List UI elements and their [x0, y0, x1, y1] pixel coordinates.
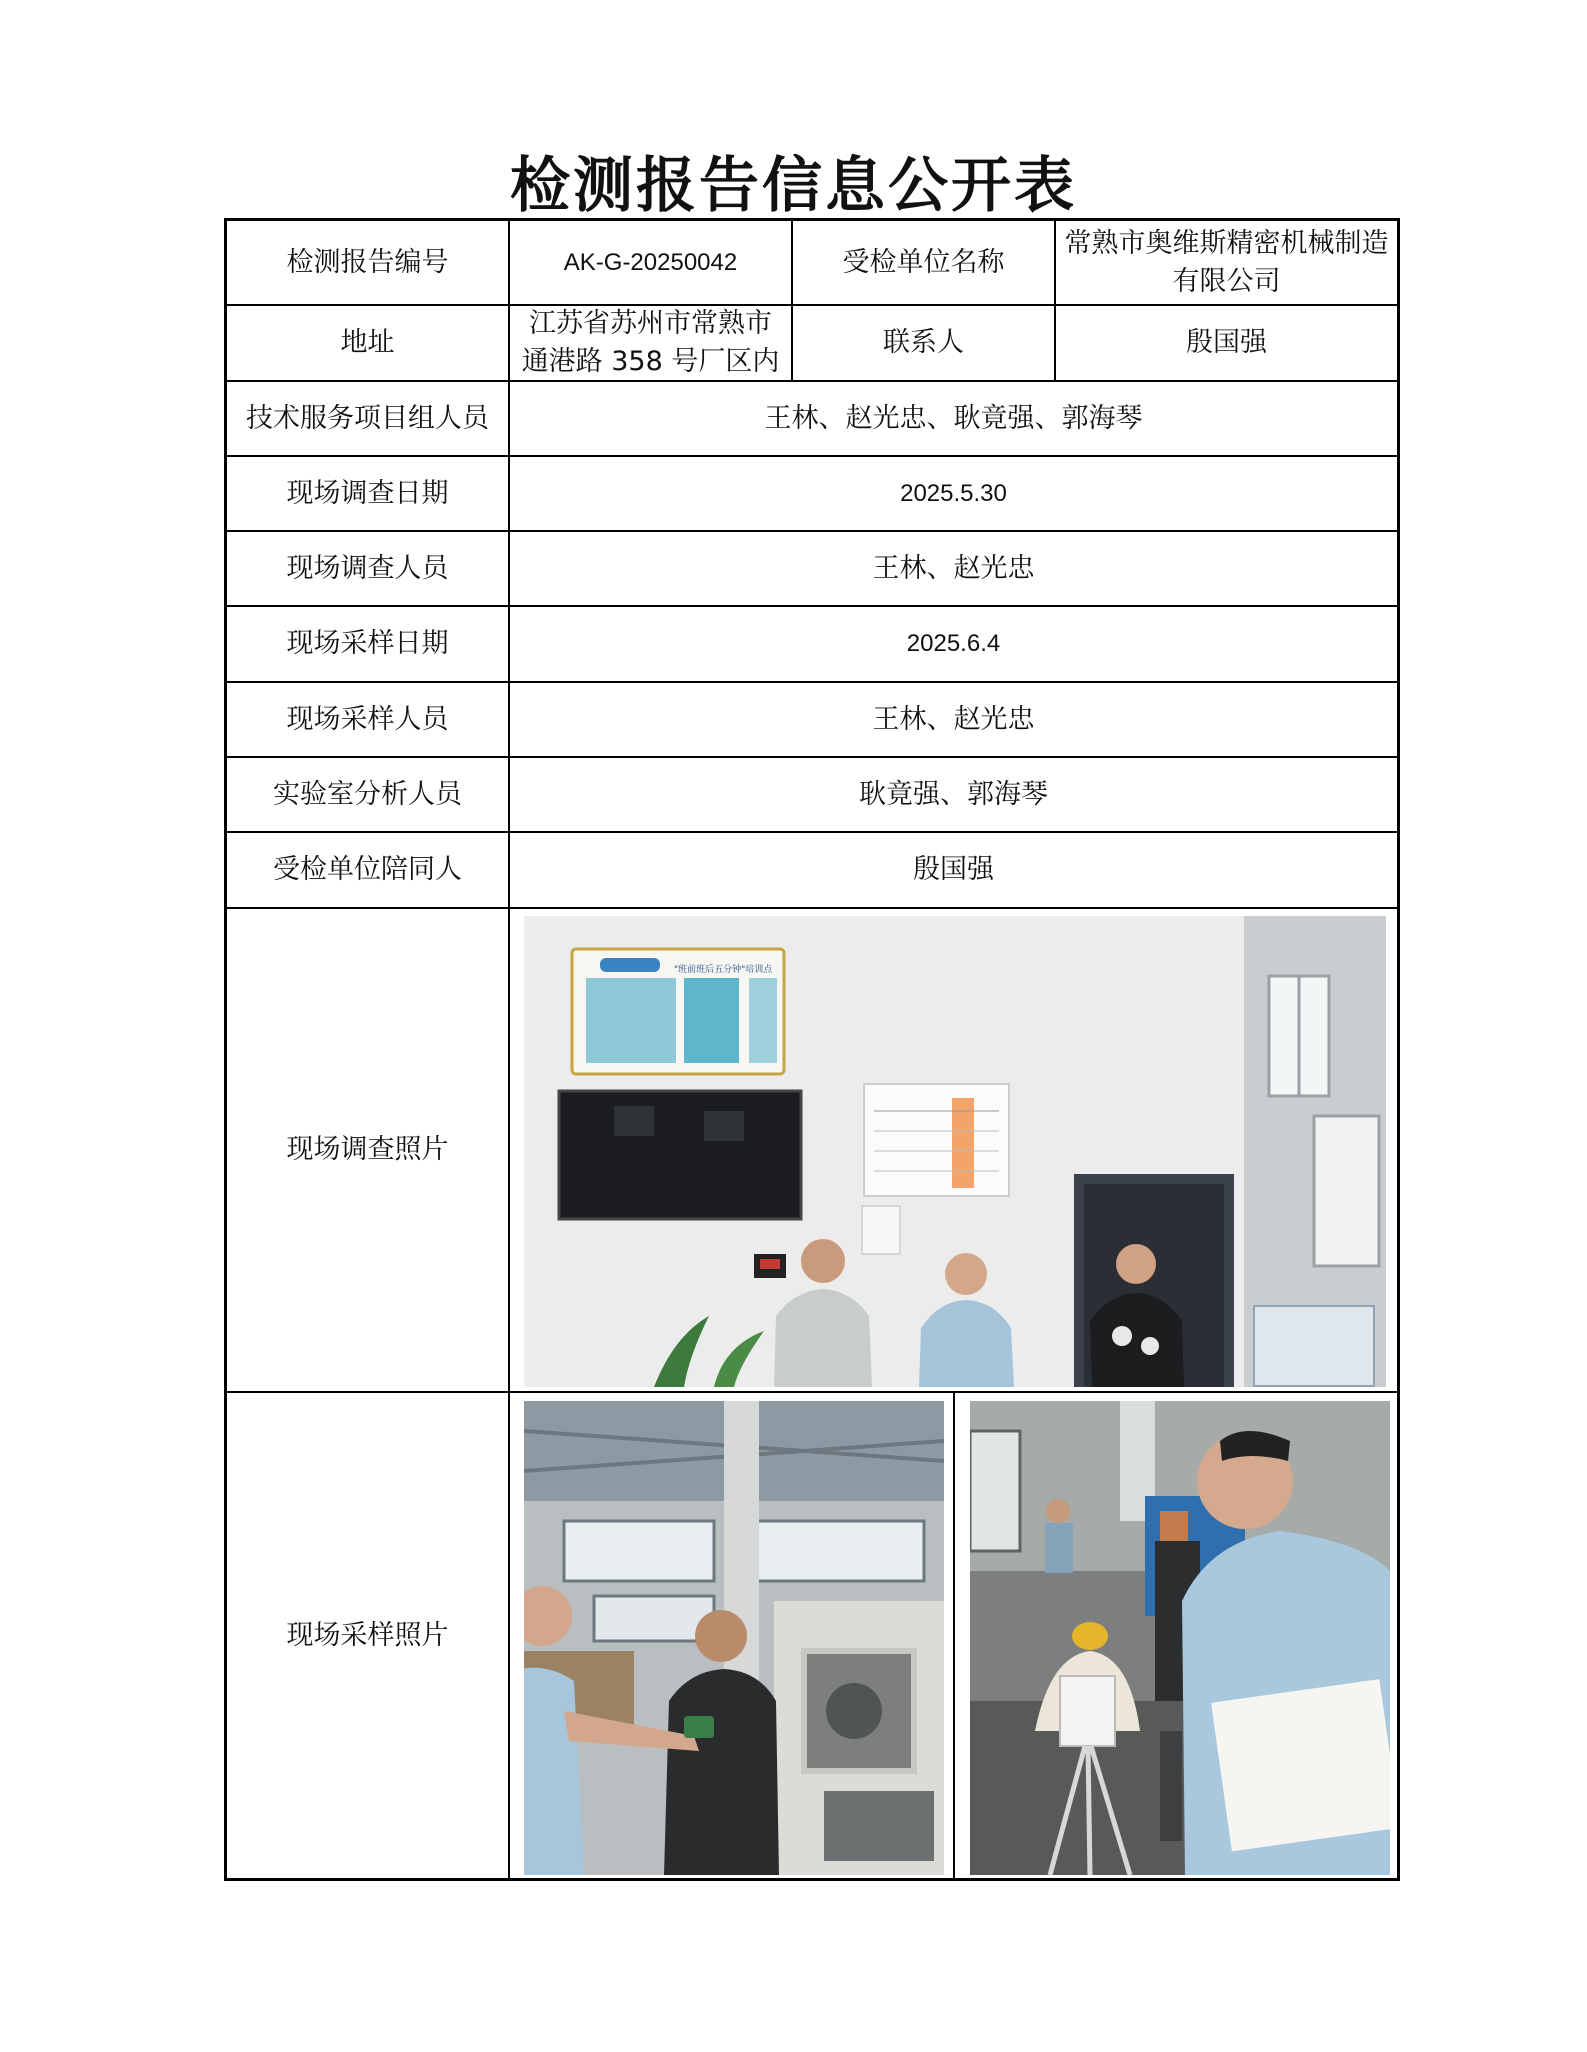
- sampling-photo-left: [524, 1401, 944, 1875]
- escort-label: 受检单位陪同人: [227, 833, 510, 909]
- sampling-photo-left-image: [524, 1401, 944, 1875]
- team-label: 技术服务项目组人员: [227, 382, 510, 457]
- contact-label: 联系人: [793, 306, 1056, 382]
- sampling-photo-right: [970, 1401, 1390, 1875]
- sampling-staff-value: 王林、赵光忠: [510, 683, 1397, 758]
- survey-staff-value: 王林、赵光忠: [510, 532, 1397, 607]
- escort-value: 殷国强: [510, 833, 1397, 909]
- lab-staff-value: 耿竟强、郭海琴: [510, 758, 1397, 833]
- survey-photo: [524, 916, 1386, 1387]
- sampling-date-label: 现场采样日期: [227, 607, 510, 683]
- sampling-staff-label: 现场采样人员: [227, 683, 510, 758]
- info-table: [224, 218, 1400, 1881]
- survey-photo-image: [524, 916, 1386, 1387]
- contact-value: 殷国强: [1056, 306, 1397, 382]
- survey-date-label: 现场调查日期: [227, 457, 510, 532]
- unit-name-label: 受检单位名称: [793, 221, 1056, 306]
- survey-staff-label: 现场调查人员: [227, 532, 510, 607]
- lab-staff-label: 实验室分析人员: [227, 758, 510, 833]
- sampling-date-value: 2025.6.4: [510, 607, 1397, 683]
- unit-name-value: 常熟市奥维斯精密机械制造有限公司: [1056, 221, 1397, 306]
- report-no-label: 检测报告编号: [227, 221, 510, 306]
- sampling-photo-right-image: [970, 1401, 1390, 1875]
- survey-date-value: 2025.5.30: [510, 457, 1397, 532]
- address-value: 江苏省苏州市常熟市通港路 358 号厂区内: [510, 306, 793, 382]
- sampling-photo-label: 现场采样照片: [227, 1393, 510, 1878]
- address-label: 地址: [227, 306, 510, 382]
- page-title: 检测报告信息公开表: [510, 151, 1077, 221]
- board-title: "班前班后五分钟"培训点: [674, 965, 773, 975]
- report-no-value: AK-G-20250042: [510, 221, 793, 306]
- survey-photo-label: 现场调查照片: [227, 909, 510, 1393]
- team-value: 王林、赵光忠、耿竟强、郭海琴: [510, 382, 1397, 457]
